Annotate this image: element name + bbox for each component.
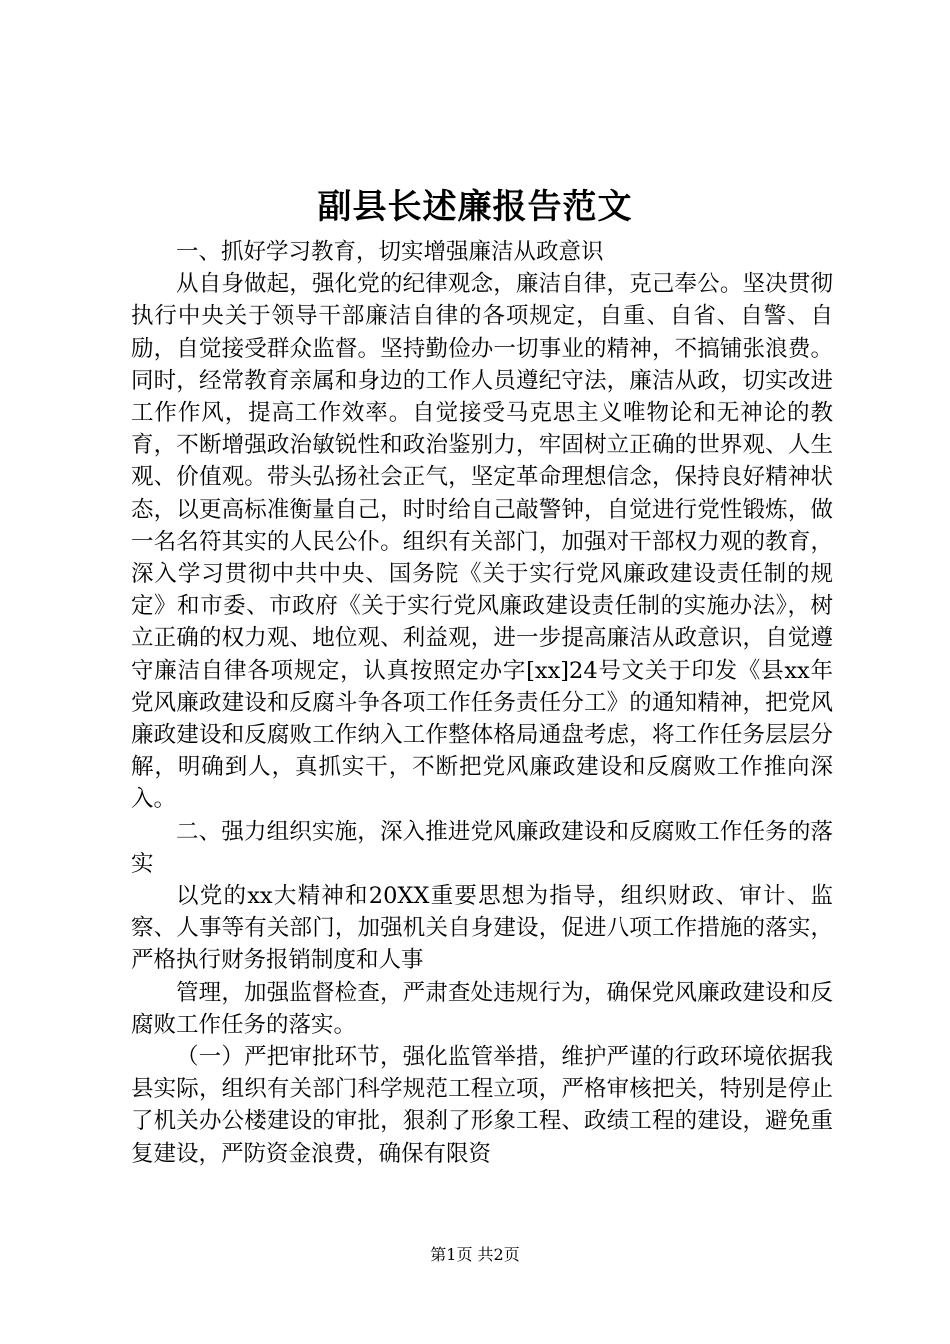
- body-paragraph-1: 从自身做起，强化党的纪律观念，廉洁自律，克己奉公。坚决贯彻执行中央关于领导干部廉洁自律的各项规定，自重、自省、自警、自励，自觉接受群众监督。坚持勤俭办一切事业的精神，不搞铺张浪费。同时，经常教育亲属和身边的工作人员遵纪守法，廉洁从政，切实改进工作作风，提高工作效率。自觉接受马克思主义唯物论和无神论的教育，不断增强政治敏锐性和政治鉴别力，牢固树立正确的世界观、人生观、价值观。带头弘扬社会正气，坚定革命理想信念，保持良好精神状态，以更高标准衡量自己，时时给自己敲警钟，自觉进行党性锻炼，做一名名符其实的人民公仆。组织有关部门，加强对干部权力观的教育，深入学习贯彻中共中央、国务院《关于实行党风廉政建设责任制的规定》和市委、市政府《关于实行党风廉政建设责任制的实施办法》，树立正确的权力观、地位观、利益观，进一步提高廉洁从政意识，自觉遵守廉洁自律各项规定，认真按照定办字[xx]24号文关于印发《县xx年党风廉政建设和反腐斗争各项工作任务责任分工》的通知精神，把党风廉政建设和反腐败工作纳入工作整体格局通盘考虑，将工作任务层层分解，明确到人，真抓实干，不断把党风廉政建设和反腐败工作推向深入。: [131, 271, 833, 813]
- body-paragraph-4: （一）严把审批环节，强化监管举措，维护严谨的行政环境依据我县实际，组织有关部门科学规范工程立项，严格审核把关，特别是停止了机关办公楼建设的审批，狠刹了形象工程、政绩工程的建设，避免重复建设，严防资金浪费，确保有限资: [131, 1044, 833, 1167]
- document-title: 副县长述廉报告范文: [317, 187, 633, 227]
- body-paragraph-3: 管理，加强监督检查，严肃查处违规行为，确保党风廉政建设和反腐败工作任务的落实。: [131, 979, 833, 1038]
- body-paragraph-2: 以党的xx大精神和20XX重要思想为指导，组织财政、审计、监察、人事等有关部门，加强机关自身建设，促进八项工作措施的落实，严格执行财务报销制度和人事: [131, 883, 833, 974]
- section-heading-2: 二、强力组织实施，深入推进党风廉政建设和反腐败工作任务的落实: [131, 818, 833, 877]
- section-heading-1: 一、抓好学习教育，切实增强廉洁从政意识: [176, 239, 604, 265]
- page-footer: 第1页 共2页: [430, 1245, 520, 1264]
- document-body: [131, 236, 833, 1170]
